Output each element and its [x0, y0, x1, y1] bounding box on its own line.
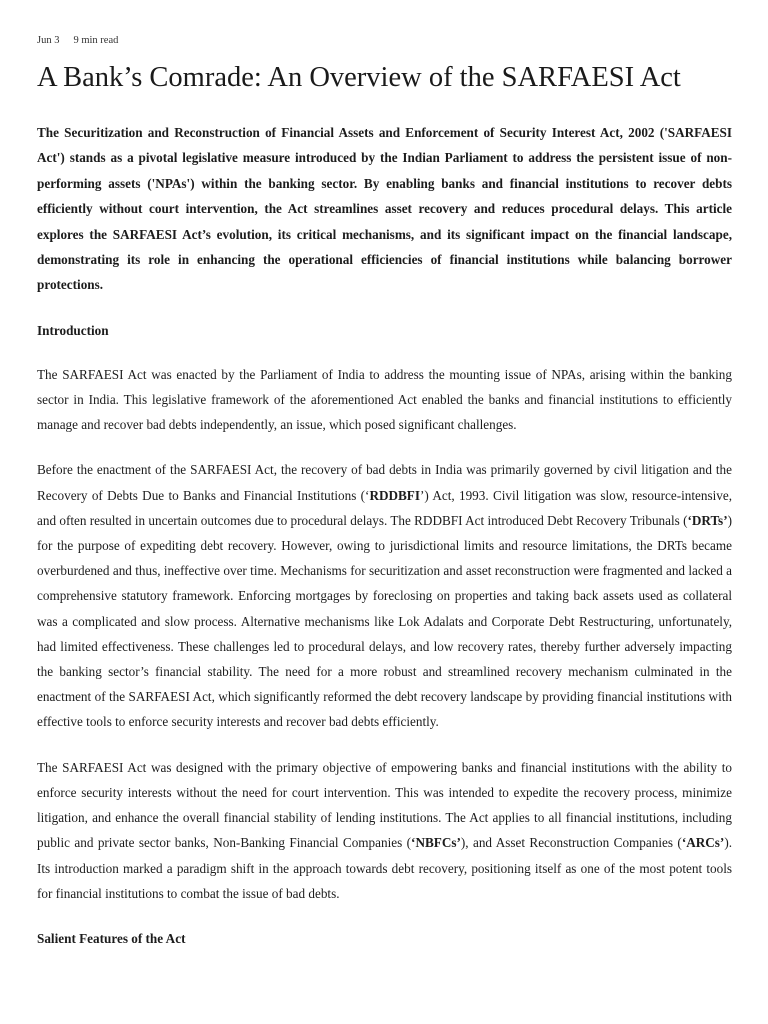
paragraph-intro-3 [37, 755, 732, 906]
term-drts: ‘DRTs’ [687, 512, 728, 528]
read-time: 9 min read [73, 35, 119, 46]
text-run: The SARFAESI Act was designed with the primary objective of empowering banks and financial institutions with the ability to enforce security interests without the need for court intervention. This was intended to expedite the recovery process, minimize litigation, and enhance the overall financial stability of lending institutions. The Act applies to all financial institutions, including public and private sector banks, Non-Banking Financial Companies ( [37, 759, 732, 851]
article-body [37, 120, 732, 970]
section-heading-introduction: Introduction [37, 322, 109, 338]
article-meta [37, 35, 118, 46]
paragraph-intro-1: The SARFAESI Act was enacted by the Parliament of India to address the mounting issue of NPAs, arising within the banking sector in India. This legislative framework of the aforementioned Act enabled the banks and financial institutions to efficiently manage and recover bad debts independently, an issue, which posed significant challenges. [37, 366, 732, 433]
section-heading-salient-features: Salient Features of the Act [37, 930, 186, 946]
text-run: ) for the purpose of expediting debt recovery. However, owing to jurisdictional limits and resource limitations, the DRTs became overburdened and thus, ineffective over time. Mechanisms for securitization and asset reconstruction were fragmented and lacked a comprehensive statutory framework. Enforcing mortgages by foreclosing on properties and taking back assets used as collateral was a complicated and slow process. Alternative mechanisms like Lok Adalats and Corporate Debt Restructuring, unfortunately, had limited effectiveness. These challenges led to procedural delays, and low recovery rates, thereby further adversely impacting the banking sector’s financial stability. The need for a more robust and streamlined recovery mechanism culminated in the enactment of the SARFAESI Act, which significantly reformed the debt recovery landscape by providing financial institutions with effective tools to enforce security interests and recover bad debts efficiently. [37, 512, 732, 730]
article-abstract: The Securitization and Reconstruction of Financial Assets and Enforcement of Security Interest Act, 2002 ('SARFAESI Act') stands as a pivotal legislative measure introduced by the Indian Parliament to address the persistent issue of non-performing assets ('NPAs') within the banking sector. By enabling banks and financial institutions to recover debts efficiently without court intervention, the Act streamlines asset recovery and reduces procedural delays. This article explores the SARFAESI Act’s evolution, its critical mechanisms, and its significant impact on the financial landscape, demonstrating its role in enhancing the operational efficiencies of financial institutions while balancing borrower protections. [37, 125, 732, 293]
text-run: ’) Act, 1993. Civil litigation was slow, resource-intensive, and often resulted in uncertain outcomes due to procedural delays. The RDDBFI Act introduced Debt Recovery Tribunals ( [37, 487, 732, 528]
term-nbfcs: ‘NBFCs’ [411, 835, 461, 851]
term-rddbfi: RDDBFI [369, 487, 420, 503]
text-run: ), and Asset Reconstruction Companies ( [460, 835, 682, 851]
text-run: Before the enactment of the SARFAESI Act, the recovery of bad debts in India was primarily governed by civil litigation and the Recovery of Debts Due to Banks and Financial Institutions (‘ [37, 462, 732, 503]
paragraph-intro-2 [37, 457, 732, 734]
article-title: A Bank’s Comrade: An Overview of the SARFAESI Act [37, 62, 681, 93]
text-run: ). Its introduction marked a paradigm shift in the approach towards debt recovery, positioning itself as one of the most potent tools for financial institutions to combat the issue of bad debts. [37, 835, 733, 901]
term-arcs: ‘ARCs’ [681, 835, 725, 851]
publish-date: Jun 3 [37, 35, 60, 46]
